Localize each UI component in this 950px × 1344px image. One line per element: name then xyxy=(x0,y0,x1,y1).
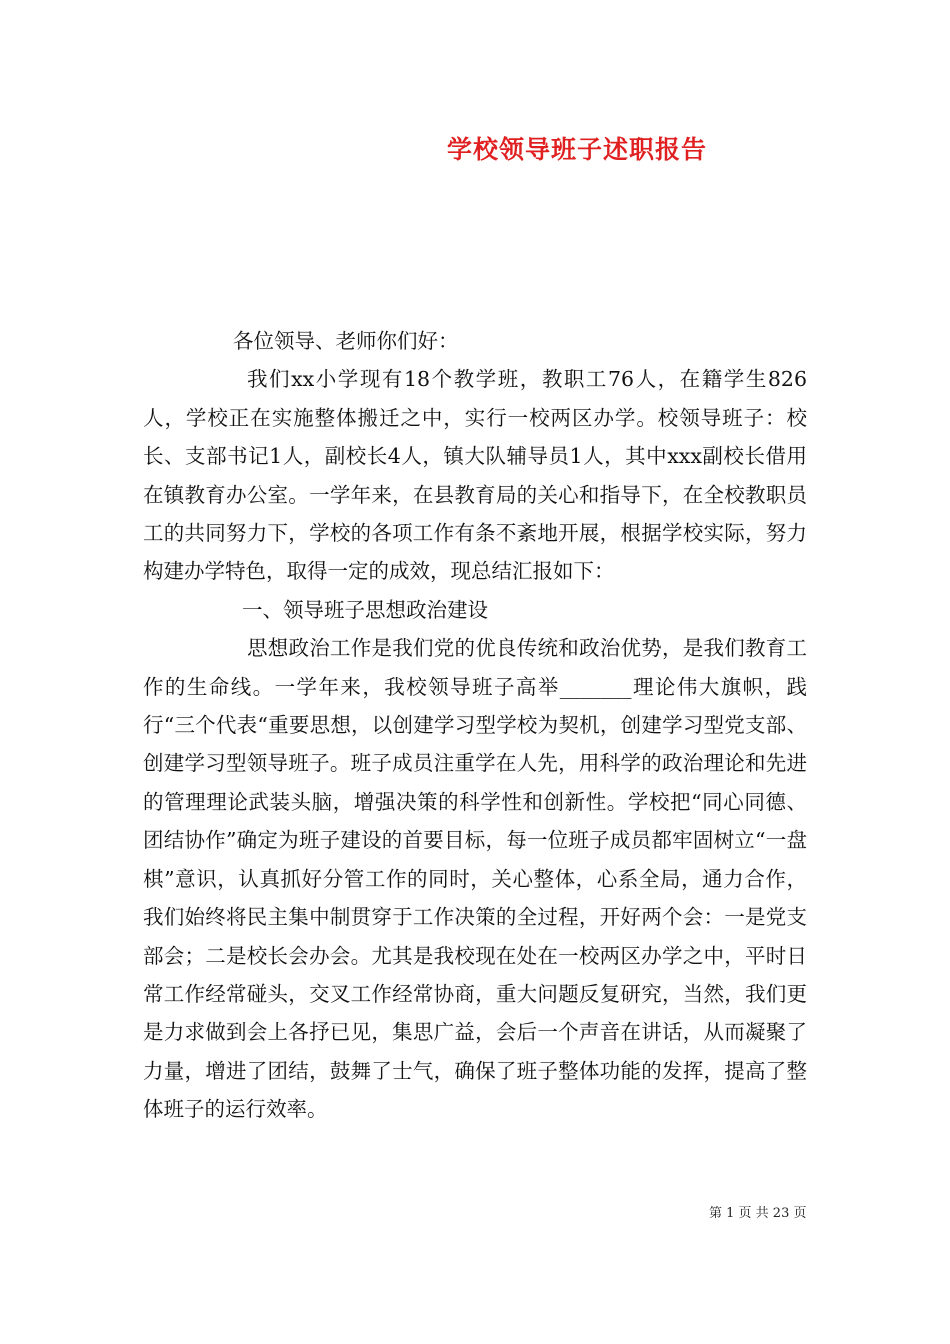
document-body xyxy=(143,322,807,1129)
document-title: 学校领导班子述职报告 xyxy=(447,135,708,164)
intro-paragraph: 我们xx小学现有18个教学班，教职工76人，在籍学生826人，学校正在实施整体搬迁之中，实行一校两区办学。校领导班子：校长、支部书记1人，副校长4人，镇大队辅导员1人，其中xxx副校长借用在镇教育办公室。一学年来，在县教育局的关心和指导下，在全校教职员工的共同努力下，学校的各项工作有条不紊地开展，根据学校实际，努力构建办学特色，取得一定的成效，现总结汇报如下： xyxy=(143,367,807,584)
page-number-footer: 第 1 页 共 23 页 xyxy=(709,1206,807,1221)
greeting-line: 各位领导、老师你们好： xyxy=(233,329,459,353)
section-paragraph: 思想政治工作是我们党的优良传统和政治优势，是我们教育工作的生命线。一学年来，我校领导班子高举_______理论伟大旗帜，践行“三个代表“重要思想，以创建学习型学校为契机，创建学习型党支部、创建学习型领导班子。班子成员注重学在人先，用科学的政治理论和先进的管理理论武装头脑，增强决策的科学性和创新性。学校把“同心同德、团结协作”确定为班子建设的首要目标，每一位班子成员都牢固树立“一盘棋”意识，认真抓好分管工作的同时，关心整体，心系全局，通力合作，我们始终将民主集中制贯穿于工作决策的全过程，开好两个会：一是党支部会；二是校长会办会。尤其是我校现在处在一校两区办学之中，平时日常工作经常碰头，交叉工作经常协商，重大问题反复研究，当然，我们更是力求做到会上各抒已见，集思广益，会后一个声音在讲话，从而凝聚了力量，增进了团结，鼓舞了士气，确保了班子整体功能的发挥，提高了整体班子的运行效率。 xyxy=(143,636,807,1122)
section-heading: 一、领导班子思想政治建设 xyxy=(242,597,488,622)
